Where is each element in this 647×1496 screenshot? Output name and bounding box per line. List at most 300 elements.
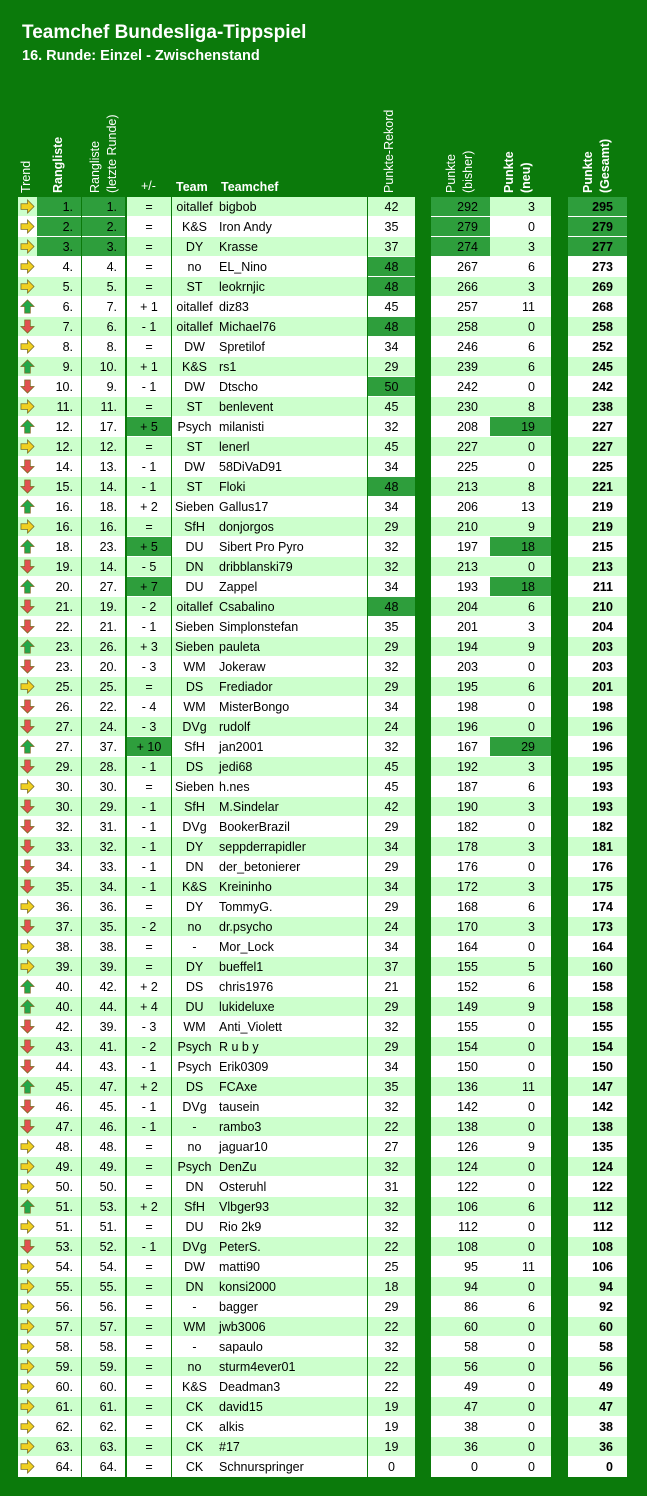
team-cell: DN <box>172 857 217 877</box>
trend-up-icon <box>20 979 35 994</box>
teamchef-cell: seppderrapidler <box>217 837 367 857</box>
teamchef-cell: Krasse <box>217 237 367 257</box>
total-points-cell: 268 <box>568 297 627 317</box>
trend-same-icon <box>20 439 35 454</box>
new-points-cell: 0 <box>490 1357 551 1377</box>
header-total: Punkte <box>581 151 595 193</box>
team-cell: ST <box>172 437 217 457</box>
prev-rank-cell: 7. <box>82 297 125 317</box>
total-points-cell: 36 <box>568 1437 627 1457</box>
diff-cell: = <box>127 217 171 237</box>
prev-rank-cell: 23. <box>82 537 125 557</box>
prior-points-cell: 122 <box>431 1177 490 1197</box>
record-cell: 32 <box>368 1157 415 1177</box>
diff-cell: - 1 <box>127 1057 171 1077</box>
teamchef-cell: jwb3006 <box>217 1317 367 1337</box>
diff-cell: + 1 <box>127 357 171 377</box>
diff-cell: = <box>127 277 171 297</box>
table-row <box>0 637 647 657</box>
teamchef-cell: Osteruhl <box>217 1177 367 1197</box>
prev-rank-cell: 2. <box>82 217 125 237</box>
table-row <box>0 477 647 497</box>
diff-cell: - 1 <box>127 457 171 477</box>
teamchef-cell: Floki <box>217 477 367 497</box>
team-cell: DY <box>172 237 217 257</box>
trend-same-icon <box>20 679 35 694</box>
rank-cell: 29. <box>37 757 81 777</box>
rank-cell: 34. <box>37 857 81 877</box>
header-team: Team <box>176 180 208 194</box>
team-cell: oitallef <box>172 597 217 617</box>
teamchef-cell: 58DiVaD91 <box>217 457 367 477</box>
new-points-cell: 0 <box>490 1337 551 1357</box>
new-points-cell: 0 <box>490 217 551 237</box>
diff-cell: = <box>127 517 171 537</box>
table-row <box>0 717 647 737</box>
teamchef-cell: rambo3 <box>217 1117 367 1137</box>
trend-down-icon <box>20 559 35 574</box>
diff-cell: + 2 <box>127 977 171 997</box>
page-title: Teamchef Bundesliga-Tippspiel <box>22 22 307 43</box>
header-teamchef: Teamchef <box>221 180 279 194</box>
rank-cell: 40. <box>37 997 81 1017</box>
trend-down-icon <box>20 1099 35 1114</box>
trend-down-icon <box>20 699 35 714</box>
total-points-cell: 138 <box>568 1117 627 1137</box>
prev-rank-cell: 60. <box>82 1377 125 1397</box>
trend-cell <box>18 1357 37 1377</box>
total-points-cell: 219 <box>568 517 627 537</box>
team-cell: SfH <box>172 797 217 817</box>
rank-cell: 1. <box>37 197 81 217</box>
record-cell: 29 <box>368 897 415 917</box>
diff-cell: = <box>127 197 171 217</box>
trend-cell <box>18 917 37 937</box>
prior-points-cell: 204 <box>431 597 490 617</box>
rank-cell: 18. <box>37 537 81 557</box>
prev-rank-cell: 30. <box>82 777 125 797</box>
diff-cell: - 1 <box>127 1117 171 1137</box>
table-row <box>0 1197 647 1217</box>
prev-rank-cell: 31. <box>82 817 125 837</box>
teamchef-cell: h.nes <box>217 777 367 797</box>
prev-rank-cell: 20. <box>82 657 125 677</box>
prior-points-cell: 198 <box>431 697 490 717</box>
new-points-cell: 3 <box>490 797 551 817</box>
new-points-cell: 0 <box>490 1377 551 1397</box>
table-row <box>0 917 647 937</box>
table-row <box>0 837 647 857</box>
record-cell: 32 <box>368 1217 415 1237</box>
prior-points-cell: 266 <box>431 277 490 297</box>
trend-cell <box>18 637 37 657</box>
diff-cell: + 5 <box>127 417 171 437</box>
teamchef-cell: EL_Nino <box>217 257 367 277</box>
new-points-cell: 5 <box>490 957 551 977</box>
table-row <box>0 1017 647 1037</box>
prior-points-cell: 167 <box>431 737 490 757</box>
trend-down-icon <box>20 799 35 814</box>
new-points-cell: 11 <box>490 1257 551 1277</box>
record-cell: 50 <box>368 377 415 397</box>
trend-down-icon <box>20 459 35 474</box>
new-points-cell: 6 <box>490 257 551 277</box>
team-cell: - <box>172 937 217 957</box>
new-points-cell: 19 <box>490 417 551 437</box>
trend-cell <box>18 1197 37 1217</box>
trend-down-icon <box>20 599 35 614</box>
prior-points-cell: 142 <box>431 1097 490 1117</box>
total-points-cell: 227 <box>568 417 627 437</box>
trend-down-icon <box>20 839 35 854</box>
new-points-cell: 0 <box>490 857 551 877</box>
prior-points-cell: 94 <box>431 1277 490 1297</box>
new-points-cell: 3 <box>490 757 551 777</box>
record-cell: 32 <box>368 737 415 757</box>
trend-cell <box>18 1397 37 1417</box>
teamchef-cell: MisterBongo <box>217 697 367 717</box>
prev-rank-cell: 17. <box>82 417 125 437</box>
team-cell: CK <box>172 1457 217 1477</box>
new-points-cell: 0 <box>490 437 551 457</box>
record-cell: 45 <box>368 437 415 457</box>
teamchef-cell: Erik0309 <box>217 1057 367 1077</box>
diff-cell: = <box>127 1457 171 1477</box>
rank-cell: 26. <box>37 697 81 717</box>
rank-cell: 2. <box>37 217 81 237</box>
teamchef-cell: der_betonierer <box>217 857 367 877</box>
record-cell: 34 <box>368 697 415 717</box>
team-cell: SfH <box>172 1197 217 1217</box>
new-points-cell: 9 <box>490 1137 551 1157</box>
table-row <box>0 857 647 877</box>
team-cell: oitallef <box>172 197 217 217</box>
teamchef-cell: konsi2000 <box>217 1277 367 1297</box>
team-cell: DY <box>172 837 217 857</box>
team-cell: DY <box>172 897 217 917</box>
prev-rank-cell: 50. <box>82 1177 125 1197</box>
teamchef-cell: Mor_Lock <box>217 937 367 957</box>
header-prior: Punkte <box>444 154 458 193</box>
diff-cell: - 1 <box>127 377 171 397</box>
trend-cell <box>18 297 37 317</box>
teamchef-cell: Iron Andy <box>217 217 367 237</box>
total-points-cell: 135 <box>568 1137 627 1157</box>
total-points-cell: 238 <box>568 397 627 417</box>
total-points-cell: 225 <box>568 457 627 477</box>
team-cell: - <box>172 1337 217 1357</box>
teamchef-cell: TommyG. <box>217 897 367 917</box>
table-row <box>0 437 647 457</box>
new-points-cell: 6 <box>490 357 551 377</box>
teamchef-cell: Zappel <box>217 577 367 597</box>
new-points-cell: 0 <box>490 1177 551 1197</box>
new-points-cell: 18 <box>490 577 551 597</box>
prev-rank-cell: 52. <box>82 1237 125 1257</box>
table-row <box>0 937 647 957</box>
teamchef-cell: Simplonstefan <box>217 617 367 637</box>
team-cell: DS <box>172 677 217 697</box>
total-points-cell: 94 <box>568 1277 627 1297</box>
trend-cell <box>18 317 37 337</box>
teamchef-cell: pauleta <box>217 637 367 657</box>
record-cell: 32 <box>368 657 415 677</box>
record-cell: 34 <box>368 577 415 597</box>
new-points-cell: 0 <box>490 1097 551 1117</box>
teamchef-cell: lukideluxe <box>217 997 367 1017</box>
trend-cell <box>18 477 37 497</box>
trend-cell <box>18 357 37 377</box>
prior-points-cell: 49 <box>431 1377 490 1397</box>
teamchef-cell: dribblanski79 <box>217 557 367 577</box>
teamchef-cell: dr.psycho <box>217 917 367 937</box>
rank-cell: 30. <box>37 777 81 797</box>
diff-cell: = <box>127 957 171 977</box>
total-points-cell: 213 <box>568 557 627 577</box>
trend-down-icon <box>20 719 35 734</box>
trend-cell <box>18 397 37 417</box>
new-points-cell: 0 <box>490 1437 551 1457</box>
rank-cell: 23. <box>37 657 81 677</box>
diff-cell: = <box>127 1137 171 1157</box>
table-row <box>0 1437 647 1457</box>
record-cell: 34 <box>368 837 415 857</box>
prior-points-cell: 258 <box>431 317 490 337</box>
trend-cell <box>18 797 37 817</box>
trend-same-icon <box>20 1299 35 1314</box>
prior-points-cell: 154 <box>431 1037 490 1057</box>
table-row <box>0 1317 647 1337</box>
team-cell: DN <box>172 557 217 577</box>
new-points-cell: 6 <box>490 597 551 617</box>
new-points-cell: 0 <box>490 937 551 957</box>
table-row <box>0 197 647 217</box>
teamchef-cell: chris1976 <box>217 977 367 997</box>
prior-points-cell: 164 <box>431 937 490 957</box>
record-cell: 22 <box>368 1117 415 1137</box>
team-cell: no <box>172 1137 217 1157</box>
rank-cell: 58. <box>37 1337 81 1357</box>
prev-rank-cell: 41. <box>82 1037 125 1057</box>
rank-cell: 30. <box>37 797 81 817</box>
prev-rank-cell: 19. <box>82 597 125 617</box>
teamchef-cell: jaguar10 <box>217 1137 367 1157</box>
trend-down-icon <box>20 1239 35 1254</box>
prior-points-cell: 155 <box>431 957 490 977</box>
rank-cell: 44. <box>37 1057 81 1077</box>
new-points-cell: 0 <box>490 1017 551 1037</box>
trend-down-icon <box>20 319 35 334</box>
table-row <box>0 497 647 517</box>
new-points-cell: 29 <box>490 737 551 757</box>
teamchef-cell: bigbob <box>217 197 367 217</box>
record-cell: 22 <box>368 1377 415 1397</box>
trend-same-icon <box>20 779 35 794</box>
total-points-cell: 154 <box>568 1037 627 1057</box>
new-points-cell: 8 <box>490 397 551 417</box>
table-row <box>0 1257 647 1277</box>
new-points-cell: 3 <box>490 197 551 217</box>
total-points-cell: 56 <box>568 1357 627 1377</box>
rank-cell: 49. <box>37 1157 81 1177</box>
trend-same-icon <box>20 899 35 914</box>
rank-cell: 12. <box>37 417 81 437</box>
record-cell: 32 <box>368 1337 415 1357</box>
trend-down-icon <box>20 659 35 674</box>
diff-cell: = <box>127 1277 171 1297</box>
table-row <box>0 1217 647 1237</box>
teamchef-cell: Anti_Violett <box>217 1017 367 1037</box>
prev-rank-cell: 49. <box>82 1157 125 1177</box>
diff-cell: - 2 <box>127 917 171 937</box>
diff-cell: = <box>127 937 171 957</box>
rank-cell: 42. <box>37 1017 81 1037</box>
trend-cell <box>18 537 37 557</box>
diff-cell: - 1 <box>127 477 171 497</box>
prev-rank-cell: 51. <box>82 1217 125 1237</box>
prev-rank-cell: 63. <box>82 1437 125 1457</box>
prior-points-cell: 136 <box>431 1077 490 1097</box>
table-row <box>0 1377 647 1397</box>
table-row <box>0 1457 647 1477</box>
new-points-cell: 0 <box>490 1057 551 1077</box>
prior-points-cell: 176 <box>431 857 490 877</box>
trend-same-icon <box>20 239 35 254</box>
diff-cell: + 7 <box>127 577 171 597</box>
prior-points-cell: 193 <box>431 577 490 597</box>
prior-points-cell: 86 <box>431 1297 490 1317</box>
total-points-cell: 258 <box>568 317 627 337</box>
prior-points-cell: 138 <box>431 1117 490 1137</box>
rank-cell: 33. <box>37 837 81 857</box>
team-cell: Psych <box>172 417 217 437</box>
prior-points-cell: 230 <box>431 397 490 417</box>
diff-cell: = <box>127 1257 171 1277</box>
team-cell: oitallef <box>172 297 217 317</box>
table-row <box>0 657 647 677</box>
trend-cell <box>18 937 37 957</box>
prior-points-cell: 274 <box>431 237 490 257</box>
trend-up-icon <box>20 1199 35 1214</box>
teamchef-cell: benlevent <box>217 397 367 417</box>
prior-points-cell: 170 <box>431 917 490 937</box>
trend-cell <box>18 697 37 717</box>
trend-cell <box>18 557 37 577</box>
rank-cell: 8. <box>37 337 81 357</box>
prev-rank-cell: 34. <box>82 877 125 897</box>
record-cell: 48 <box>368 277 415 297</box>
trend-cell <box>18 457 37 477</box>
table-row <box>0 1417 647 1437</box>
diff-cell: = <box>127 437 171 457</box>
record-cell: 31 <box>368 1177 415 1197</box>
diff-cell: - 1 <box>127 877 171 897</box>
trend-cell <box>18 1437 37 1457</box>
total-points-cell: 193 <box>568 777 627 797</box>
total-points-cell: 198 <box>568 697 627 717</box>
prior-points-cell: 152 <box>431 977 490 997</box>
new-points-cell: 6 <box>490 337 551 357</box>
rank-cell: 37. <box>37 917 81 937</box>
table-row <box>0 1077 647 1097</box>
team-cell: Sieben <box>172 777 217 797</box>
prev-rank-cell: 45. <box>82 1097 125 1117</box>
rank-cell: 4. <box>37 257 81 277</box>
prior-points-cell: 58 <box>431 1337 490 1357</box>
diff-cell: - 1 <box>127 837 171 857</box>
trend-same-icon <box>20 259 35 274</box>
team-cell: ST <box>172 477 217 497</box>
prev-rank-cell: 10. <box>82 357 125 377</box>
team-cell: WM <box>172 1017 217 1037</box>
teamchef-cell: DenZu <box>217 1157 367 1177</box>
trend-cell <box>18 517 37 537</box>
team-cell: DW <box>172 377 217 397</box>
record-cell: 32 <box>368 1097 415 1117</box>
rank-cell: 46. <box>37 1097 81 1117</box>
record-cell: 19 <box>368 1417 415 1437</box>
trend-same-icon <box>20 1459 35 1474</box>
rank-cell: 39. <box>37 957 81 977</box>
prior-points-cell: 213 <box>431 557 490 577</box>
record-cell: 18 <box>368 1277 415 1297</box>
diff-cell: - 1 <box>127 817 171 837</box>
new-points-cell: 3 <box>490 877 551 897</box>
prior-points-cell: 292 <box>431 197 490 217</box>
total-points-cell: 155 <box>568 1017 627 1037</box>
diff-cell: + 3 <box>127 637 171 657</box>
total-points-cell: 211 <box>568 577 627 597</box>
diff-cell: + 4 <box>127 997 171 1017</box>
prev-rank-cell: 48. <box>82 1137 125 1157</box>
total-points-cell: 38 <box>568 1417 627 1437</box>
new-points-cell: 9 <box>490 637 551 657</box>
trend-cell <box>18 777 37 797</box>
trend-same-icon <box>20 1179 35 1194</box>
table-row <box>0 877 647 897</box>
diff-cell: - 3 <box>127 1017 171 1037</box>
table-row <box>0 1237 647 1257</box>
trend-cell <box>18 437 37 457</box>
trend-cell <box>18 497 37 517</box>
total-points-cell: 150 <box>568 1057 627 1077</box>
diff-cell: = <box>127 397 171 417</box>
trend-down-icon <box>20 919 35 934</box>
prior-points-cell: 112 <box>431 1217 490 1237</box>
trend-up-icon <box>20 1079 35 1094</box>
team-cell: - <box>172 1117 217 1137</box>
diff-cell: = <box>127 1157 171 1177</box>
rank-cell: 63. <box>37 1437 81 1457</box>
trend-same-icon <box>20 339 35 354</box>
total-points-cell: 122 <box>568 1177 627 1197</box>
prev-rank-cell: 26. <box>82 637 125 657</box>
new-points-cell: 0 <box>490 377 551 397</box>
total-points-cell: 49 <box>568 1377 627 1397</box>
team-cell: Psych <box>172 1057 217 1077</box>
trend-same-icon <box>20 1259 35 1274</box>
rank-cell: 14. <box>37 457 81 477</box>
rank-cell: 11. <box>37 397 81 417</box>
rank-cell: 20. <box>37 577 81 597</box>
prior-points-cell: 246 <box>431 337 490 357</box>
total-points-cell: 147 <box>568 1077 627 1097</box>
teamchef-cell: rs1 <box>217 357 367 377</box>
record-cell: 22 <box>368 1357 415 1377</box>
total-points-cell: 227 <box>568 437 627 457</box>
header-total-sub: (Gesamt) <box>598 138 612 193</box>
team-cell: DW <box>172 337 217 357</box>
